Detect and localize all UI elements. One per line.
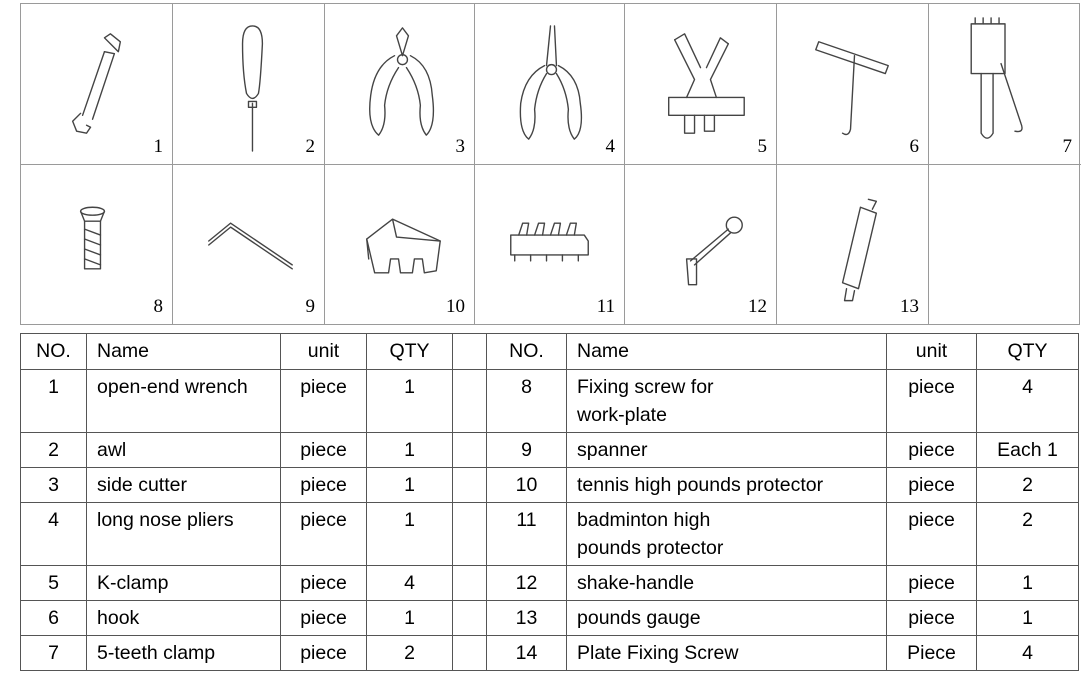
spacer-cell	[453, 566, 487, 601]
tool-cell-10	[325, 165, 475, 324]
cell-name: long nose pliers	[87, 503, 281, 566]
cell-qty: 1	[367, 503, 453, 566]
cell-qty: 1	[977, 566, 1079, 601]
tool-cell-8	[21, 165, 173, 324]
tool-number: 7	[1062, 136, 1072, 157]
cell-qty: 4	[367, 566, 453, 601]
tool-grid	[20, 3, 1080, 325]
table-row	[21, 433, 1079, 468]
cell-qty: 1	[367, 433, 453, 468]
cell-no: 5	[21, 566, 87, 601]
tool-number: 8	[153, 296, 163, 317]
tool-cell-3	[325, 4, 475, 165]
cell-unit: piece	[887, 370, 977, 433]
header-no: NO.	[21, 334, 87, 370]
tool-cell-empty	[929, 165, 1081, 324]
tool-number: 3	[455, 136, 465, 157]
cell-unit: piece	[887, 601, 977, 636]
side-cutter-icon	[325, 4, 474, 164]
header-unit: unit	[281, 334, 367, 370]
cell-unit: piece	[281, 636, 367, 671]
spacer-cell	[453, 468, 487, 503]
tool-number: 1	[153, 136, 163, 157]
cell-unit: piece	[281, 601, 367, 636]
cell-no: 12	[487, 566, 567, 601]
tool-cell-9	[173, 165, 325, 324]
cell-no: 8	[487, 370, 567, 433]
cell-qty: 1	[977, 601, 1079, 636]
cell-unit: Piece	[887, 636, 977, 671]
cell-name: spanner	[567, 433, 887, 468]
cell-no: 11	[487, 503, 567, 566]
cell-name-line1: Fixing screw for	[577, 376, 714, 398]
tool-cell-5	[625, 4, 777, 165]
cell-no: 1	[21, 370, 87, 433]
cell-name: pounds gauge	[567, 601, 887, 636]
tool-cell-11	[475, 165, 625, 324]
tool-cell-12	[625, 165, 777, 324]
cell-unit: piece	[887, 503, 977, 566]
table-row	[21, 566, 1079, 601]
cell-no: 9	[487, 433, 567, 468]
cell-no: 7	[21, 636, 87, 671]
table-row	[21, 636, 1079, 671]
cell-no: 4	[21, 503, 87, 566]
tool-cell-6	[777, 4, 929, 165]
cell-no: 10	[487, 468, 567, 503]
tool-cell-7	[929, 4, 1081, 165]
cell-name: awl	[87, 433, 281, 468]
table-row	[21, 468, 1079, 503]
cell-unit: piece	[281, 566, 367, 601]
cell-unit: piece	[281, 370, 367, 433]
cell-qty: 1	[367, 601, 453, 636]
cell-name: hook	[87, 601, 281, 636]
tool-number: 13	[900, 296, 919, 317]
tool-number: 6	[909, 136, 919, 157]
cell-unit: piece	[887, 566, 977, 601]
spacer-cell	[453, 433, 487, 468]
header-unit: unit	[887, 334, 977, 370]
cell-name: 5-teeth clamp	[87, 636, 281, 671]
spacer-cell	[453, 636, 487, 671]
cell-name: K-clamp	[87, 566, 281, 601]
table-header-row	[21, 334, 1079, 370]
table-row	[21, 503, 1079, 566]
cell-qty: 2	[977, 503, 1079, 566]
table-row	[21, 601, 1079, 636]
header-name: Name	[567, 334, 887, 370]
tool-cell-1	[21, 4, 173, 165]
cell-qty: 2	[367, 636, 453, 671]
cell-name-line1: badminton high	[577, 509, 711, 531]
tool-number: 9	[305, 296, 315, 317]
tool-cell-2	[173, 4, 325, 165]
tool-number: 2	[305, 136, 315, 157]
tool-number: 5	[757, 136, 767, 157]
cell-name	[567, 370, 887, 433]
cell-name-line2: work-plate	[577, 404, 667, 426]
header-name: Name	[87, 334, 281, 370]
table-row	[21, 370, 1079, 433]
header-qty: QTY	[977, 334, 1079, 370]
long-nose-pliers-icon	[475, 4, 624, 164]
spanner-icon	[173, 165, 324, 324]
awl-icon	[173, 4, 324, 164]
cell-qty: 4	[977, 370, 1079, 433]
cell-unit: piece	[281, 503, 367, 566]
tool-number: 11	[596, 296, 615, 317]
cell-name: Plate Fixing Screw	[567, 636, 887, 671]
cell-name: open-end wrench	[87, 370, 281, 433]
spacer-cell	[453, 334, 487, 370]
header-no: NO.	[487, 334, 567, 370]
fixing-screw-icon	[21, 165, 172, 324]
hook-icon	[777, 4, 928, 164]
k-clamp-icon	[625, 4, 776, 164]
cell-name: tennis high pounds protector	[567, 468, 887, 503]
cell-no: 2	[21, 433, 87, 468]
header-qty: QTY	[367, 334, 453, 370]
cell-name-line2: pounds protector	[577, 537, 724, 559]
cell-no: 14	[487, 636, 567, 671]
cell-qty: 1	[367, 370, 453, 433]
cell-qty: 1	[367, 468, 453, 503]
tool-number: 4	[605, 136, 615, 157]
five-teeth-clamp-icon	[929, 4, 1081, 164]
open-end-wrench-icon	[21, 4, 172, 164]
cell-no: 3	[21, 468, 87, 503]
cell-qty: 4	[977, 636, 1079, 671]
cell-unit: piece	[281, 468, 367, 503]
cell-name: side cutter	[87, 468, 281, 503]
tool-number: 12	[748, 296, 767, 317]
cell-unit: piece	[887, 433, 977, 468]
cell-no: 13	[487, 601, 567, 636]
cell-qty: Each 1	[977, 433, 1079, 468]
tool-cell-4	[475, 4, 625, 165]
cell-qty: 2	[977, 468, 1079, 503]
spacer-cell	[453, 503, 487, 566]
cell-name: shake-handle	[567, 566, 887, 601]
cell-unit: piece	[281, 433, 367, 468]
cell-no: 6	[21, 601, 87, 636]
spacer-cell	[453, 370, 487, 433]
cell-name	[567, 503, 887, 566]
tool-number: 10	[446, 296, 465, 317]
cell-unit: piece	[887, 468, 977, 503]
parts-table	[20, 333, 1079, 671]
spacer-cell	[453, 601, 487, 636]
tool-cell-13	[777, 165, 929, 324]
